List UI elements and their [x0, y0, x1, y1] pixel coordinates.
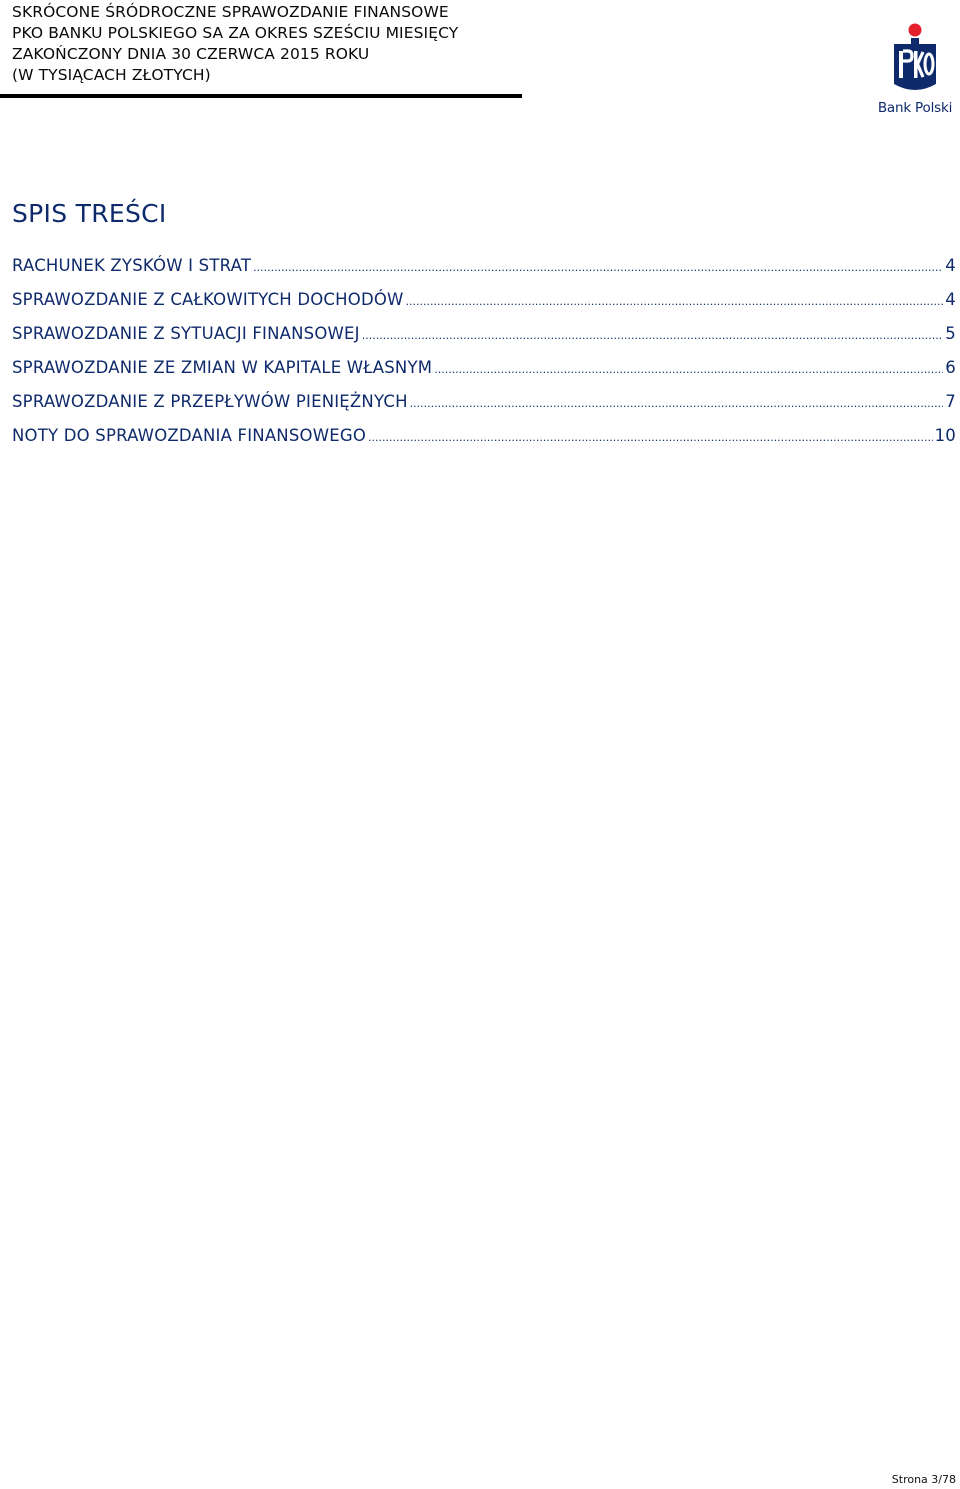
toc-entry-page: 4	[945, 256, 956, 275]
table-of-contents	[12, 256, 956, 460]
header-title-line-1: SKRÓCONE ŚRÓDROCZNE SPRAWOZDANIE FINANSOWE	[12, 3, 449, 21]
header-divider	[0, 94, 522, 98]
toc-entry-financial-position[interactable]	[12, 324, 956, 358]
toc-entry-label: RACHUNEK ZYSKÓW I STRAT	[12, 256, 252, 275]
page-number: Strona 3/78	[891, 1473, 956, 1486]
logo-caption: Bank Polski	[877, 100, 953, 116]
toc-leader-dots	[368, 431, 933, 444]
toc-leader-dots	[434, 363, 943, 376]
toc-entry-page: 7	[945, 392, 956, 411]
toc-entry-label: SPRAWOZDANIE Z CAŁKOWITYCH DOCHODÓW	[12, 290, 404, 309]
header-title-line-2: PKO BANKU POLSKIEGO SA ZA OKRES SZEŚCIU MIESIĘCY	[12, 24, 459, 42]
toc-entry-label: SPRAWOZDANIE Z SYTUACJI FINANSOWEJ	[12, 324, 360, 343]
toc-entry-page: 4	[945, 290, 956, 309]
toc-entry-page: 10	[934, 426, 956, 445]
toc-leader-dots	[362, 329, 944, 342]
toc-entry-label: SPRAWOZDANIE Z PRZEPŁYWÓW PIENIĘŻNYCH	[12, 392, 408, 411]
toc-entry-cash-flows[interactable]	[12, 392, 956, 426]
document-header	[12, 2, 532, 86]
toc-leader-dots	[406, 295, 944, 308]
pko-bank-polski-logo	[872, 22, 958, 122]
toc-leader-dots	[253, 261, 943, 274]
toc-entry-income-statement[interactable]	[12, 256, 956, 290]
toc-entry-notes[interactable]	[12, 426, 956, 460]
toc-entry-page: 6	[945, 358, 956, 377]
toc-entry-label: NOTY DO SPRAWOZDANIA FINANSOWEGO	[12, 426, 367, 445]
toc-entry-label: SPRAWOZDANIE ZE ZMIAN W KAPITALE WŁASNYM	[12, 358, 433, 377]
header-title-line-4: (W TYSIĄCACH ZŁOTYCH)	[12, 66, 211, 84]
toc-leader-dots	[410, 397, 944, 410]
toc-entry-page: 5	[945, 324, 956, 343]
toc-title: SPIS TREŚCI	[12, 199, 167, 228]
toc-entry-comprehensive-income[interactable]	[12, 290, 956, 324]
header-title-line-3: ZAKOŃCZONY DNIA 30 CZERWCA 2015 ROKU	[12, 45, 370, 63]
piggy-bank-logo-icon	[886, 22, 944, 94]
toc-entry-changes-in-equity[interactable]	[12, 358, 956, 392]
